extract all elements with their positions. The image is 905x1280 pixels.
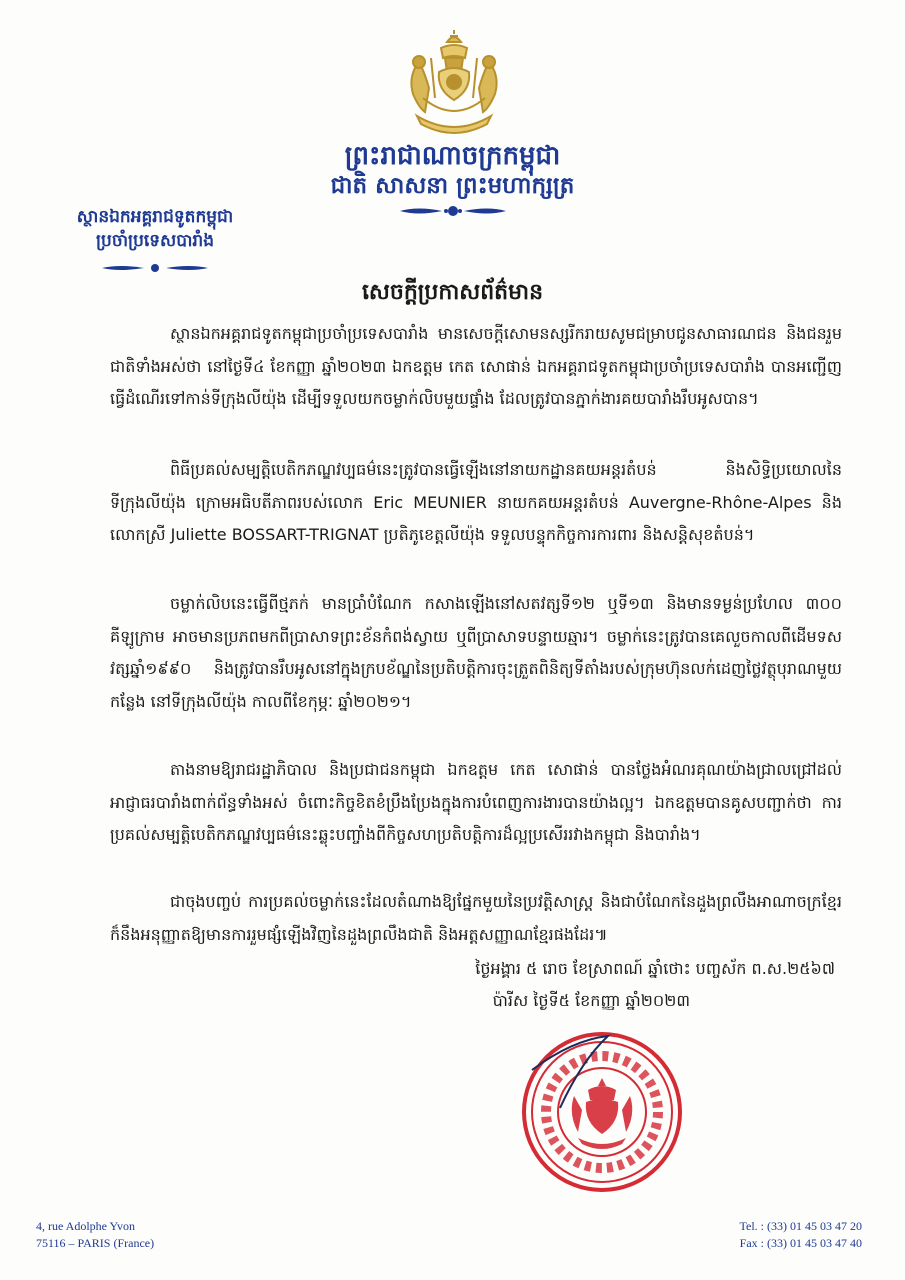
press-release-title: សេចក្តីប្រកាសព័ត៌មាន (361, 280, 544, 305)
embassy-official-seal-icon (512, 1030, 692, 1195)
footer-fax: Fax : (33) 01 45 03 47 40 (739, 1236, 862, 1250)
embassy-name-line1: ស្ថានឯកអគ្គរាជទូតកម្ពុជា (76, 207, 234, 227)
body-paragraph-5: ជាចុងបញ្ចប់ ការប្រគល់ចម្លាក់នេះដែលតំណាងឱ្យផ្នែកមួយនៃប្រវត្តិសាស្ត្រ និងជាបំណែកនៃដួងព្រលឹងអាណាចក្រខ្មែរ ក៏នឹងអនុញ្ញាតឱ្យមានការរួមផ្សំឡើងវិញនៃដួងព្រលឹងជាតិ និងអត្តសញ្ញាណខ្មែរផងដែរ៕ (110, 892, 842, 944)
footer-address-line2: 75116 – PARIS (France) (36, 1236, 155, 1250)
body-paragraph-2: ពិធីប្រគល់សម្បត្តិបេតិកភណ្ឌវប្បធម៌នេះត្រូវបានធ្វើឡើងនៅនាយកដ្ឋានគយអន្តរតំបន់ និងសិទ្ធិប្រយោលនៃទីក្រុងលីយ៉ុង ក្រោមអធិបតីភាពរបស់លោក Eric MEUNIER នាយកគយអន្តរតំបន់ Auvergne-Rhône-Alpes និងលោកស្រី Juliette BOSSART-TRIGNAT ប្រតិភូខេត្តលីយ៉ុង ទទួលបន្ទុកកិច្ចការការពារ និងសន្តិសុខតំបន់។ (110, 460, 842, 544)
solar-date: ប៉ារីស ថ្ងៃទី៥ ខែកញ្ញា ឆ្នាំ២០២៣ (492, 991, 690, 1010)
khmer-ornament-divider-icon (100, 262, 210, 274)
kingdom-motto: ជាតិ សាសនា ព្រះមហាក្សត្រ (330, 173, 575, 199)
khmer-ornament-divider-icon (398, 204, 508, 218)
body-paragraph-4: តាងនាមឱ្យរាជរដ្ឋាភិបាល និងប្រជាជនកម្ពុជា ឯកឧត្តម កេត សោផាន់ បានថ្លែងអំណរគុណយ៉ាងជ្រាលជ្រៅដល់អាជ្ញាធរបារាំងពាក់ព័ន្ធទាំងអស់ ចំពោះកិច្ចខិតខំប្រឹងប្រែងក្នុងការបំពេញការងារបានយ៉ាងល្អ។ ឯកឧត្តមបានគូសបញ្ជាក់ថា ការប្រគល់សម្បត្តិបេតិកភណ្ឌវប្បធម៌នេះឆ្លុះបញ្ចាំងពីកិច្ចសហប្រតិបត្តិការដ៏ល្អប្រសើររវាងកម្ពុជា និងបារាំង។ (110, 760, 842, 844)
lunar-date: ថ្ងៃអង្គារ ៥ រោច ខែស្រាពណ៍ ឆ្នាំថោះ បញ្ចស័ក ព.ស.២៥៦៧ (475, 959, 835, 978)
footer-telephone: Tel. : (33) 01 45 03 47 20 (739, 1219, 862, 1233)
embassy-name-line2: ប្រចាំប្រទេសបារាំង (95, 231, 215, 251)
kingdom-title: ព្រះរាជាណាចក្រកម្ពុជា (344, 141, 561, 171)
body-paragraph-1: ស្ថានឯកអគ្គរាជទូតកម្ពុជាប្រចាំប្រទេសបារាំង មានសេចក្តីសោមនស្សរីករាយសូមជម្រាបជូនសាធារណជន និងជនរួមជាតិទាំងអស់ថា នៅថ្ងៃទី៤ ខែកញ្ញា ឆ្នាំ២០២៣ ឯកឧត្តម កេត សោផាន់ ឯកអគ្គរាជទូតកម្ពុជាប្រចាំប្រទេសបារាំង បានអញ្ជើញធ្វើដំណើរទៅកាន់ទីក្រុងលីយ៉ុង ដើម្បីទទួលយកចម្លាក់លិបមួយផ្ទាំង ដែលត្រូវបានភ្នាក់ងារគយបារាំងរឹបអូសបាន។ (110, 324, 842, 408)
royal-coat-of-arms-icon (395, 28, 513, 140)
footer-address-line1: 4, rue Adolphe Yvon (36, 1219, 136, 1233)
body-paragraph-3: ចម្លាក់លិបនេះធ្វើពីថ្មភក់ មានប្រាំបំណែក កសាងឡើងនៅសតវត្សទី១២ ឬទី១៣ និងមានទម្ងន់ប្រហែល ៣០០ គីឡូក្រាម អាចមានប្រភពមកពីប្រាសាទព្រះខ័នកំពង់ស្វាយ ឬពីប្រាសាទបន្ទាយឆ្មារ។ ចម្លាក់នេះត្រូវបានគេលួចកាលពីដើមទសវត្សឆ្នាំ១៩៩០ និងត្រូវបានរឹបអូសនៅក្នុងក្របខ័ណ្ឌនៃប្រតិបត្តិការចុះត្រួតពិនិត្យទីតាំងរបស់ក្រុមហ៊ុនលក់ដេញថ្លៃវត្ថុបុរាណមួយកន្លែង នៅទីក្រុងលីយ៉ុង កាលពីខែកុម្ភៈ ឆ្នាំ២០២១។ (110, 594, 842, 711)
